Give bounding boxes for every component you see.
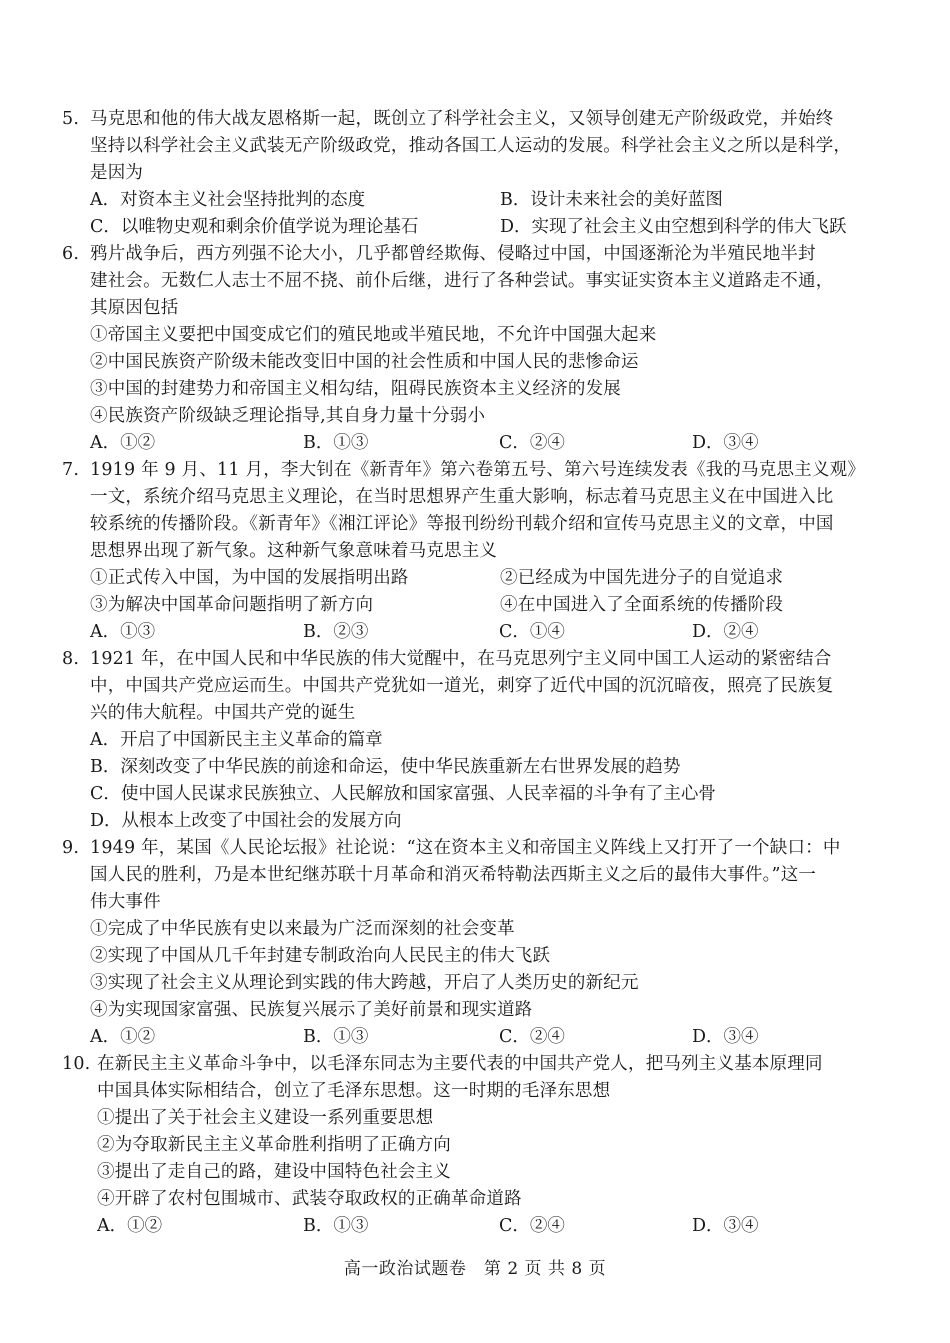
statement-item: ④开辟了农村包围城市、武装夺取政权的正确革命道路 <box>97 1189 522 1209</box>
statement-item: ②中国民族资产阶级未能改变旧中国的社会性质和中国人民的悲惨命运 <box>90 352 639 372</box>
question-stem-line: 中，中国共产党应运而生。中国共产党犹如一道光，刺穿了近代中国的沉沉暗夜，照亮了民族复 <box>90 676 834 696</box>
question-stem-line: 兴的伟大航程。中国共产党的诞生 <box>90 703 356 723</box>
option-a: A．①② <box>90 433 156 453</box>
question-number: 6. <box>62 244 80 264</box>
option-b: B．①③ <box>303 433 369 453</box>
option-b: B．②③ <box>303 622 369 642</box>
option-a: A．①③ <box>90 622 156 642</box>
statement-item: ③为解决中国革命问题指明了新方向 <box>90 595 374 615</box>
statement-item: ①提出了关于社会主义建设一系列重要思想 <box>97 1108 434 1128</box>
question-stem-line: 一文，系统介绍马克思主义理论，在当时思想界产生重大影响，标志着马克思主义在中国进入比 <box>90 487 834 507</box>
option-b: B．①③ <box>303 1027 369 1047</box>
question-stem-line: 伟大事件 <box>90 892 161 912</box>
statement-item: ③提出了走自己的路，建设中国特色社会主义 <box>97 1162 451 1182</box>
question-stem-line: 是因为 <box>90 163 144 183</box>
option-b: B．深刻改变了中华民族的前途和命运，使中华民族重新左右世界发展的趋势 <box>90 757 681 777</box>
statement-item: ③实现了社会主义从理论到实践的伟大跨越，开启了人类历史的新纪元 <box>90 973 639 993</box>
statement-item: ①完成了中华民族有史以来最为广泛而深刻的社会变革 <box>90 919 515 939</box>
option-a: A．对资本主义社会坚持批判的态度 <box>90 190 366 210</box>
statement-item: ①帝国主义要把中国变成它们的殖民地或半殖民地，不允许中国强大起来 <box>90 325 657 345</box>
question-number: 9. <box>62 838 80 858</box>
option-d: D．从根本上改变了中国社会的发展方向 <box>90 811 402 831</box>
statement-item: ①正式传入中国，为中国的发展指明出路 <box>90 568 409 588</box>
statement-item: ②已经成为中国先进分子的自觉追求 <box>500 568 784 588</box>
question-stem-line: 马克思和他的伟大战友恩格斯一起，既创立了科学社会主义，又领导创建无产阶级政党，并始终 <box>90 109 834 129</box>
question-stem-line: 建社会。无数仁人志士不屈不挠、前仆后继，进行了各种尝试。事实证实资本主义道路走不通， <box>90 271 834 291</box>
question-stem-line: 思想界出现了新气象。这种新气象意味着马克思主义 <box>90 541 498 561</box>
option-d: D．③④ <box>692 1027 759 1047</box>
page-footer: 高一政治试题卷 第 2 页 共 8 页 <box>343 1259 607 1279</box>
question-stem-line: 在新民主主义革命斗争中，以毛泽东同志为主要代表的中国共产党人，把马列主义基本原理同 <box>97 1054 823 1074</box>
question-number: 10. <box>62 1054 91 1074</box>
option-c: C．以唯物史观和剩余价值学说为理论基石 <box>90 217 419 237</box>
question-stem-line: 国人民的胜利，乃是本世纪继苏联十月革命和消灭希特勒法西斯主义之后的最伟大事件。”这一 <box>90 865 817 885</box>
question-stem-line: 1919 年 9 月、11 月，李大钊在《新青年》第六卷第五号、第六号连续发表《我的马克思主义观》 <box>90 460 865 480</box>
option-a: A．①② <box>97 1216 163 1236</box>
question-stem-line: 其原因包括 <box>90 298 179 318</box>
option-d: D．实现了社会主义由空想到科学的伟大飞跃 <box>500 217 847 237</box>
option-b: B．①③ <box>303 1216 369 1236</box>
question-stem-line: 较系统的传播阶段。《新青年》《湘江评论》等报刊纷纷刊载介绍和宣传马克思主义的文章，中国 <box>90 514 834 534</box>
option-c: C．②④ <box>499 1216 565 1236</box>
option-c: C．使中国人民谋求民族独立、人民解放和国家富强、人民幸福的斗争有了主心骨 <box>90 784 716 804</box>
question-number: 7. <box>62 460 80 480</box>
question-stem-line: 1921 年，在中国人民和中华民族的伟大觉醒中，在马克思列宁主义同中国工人运动的紧密结合 <box>90 649 832 669</box>
option-d: D．②④ <box>692 622 759 642</box>
option-c: C．②④ <box>499 433 565 453</box>
statement-item: ②实现了中国从几千年封建专制政治向人民民主的伟大飞跃 <box>90 946 551 966</box>
question-stem-line: 1949 年，某国《人民论坛报》社论说：“这在资本主义和帝国主义阵线上又打开了一个缺口：中 <box>90 838 841 858</box>
statement-item: ③中国的封建势力和帝国主义相勾结，阻碍民族资本主义经济的发展 <box>90 379 621 399</box>
statement-item: ④在中国进入了全面系统的传播阶段 <box>500 595 784 615</box>
question-stem-line: 中国具体实际相结合，创立了毛泽东思想。这一时期的毛泽东思想 <box>97 1081 611 1101</box>
option-d: D．③④ <box>692 1216 759 1236</box>
option-c: C．②④ <box>499 1027 565 1047</box>
option-d: D．③④ <box>692 433 759 453</box>
question-stem-line: 鸦片战争后，西方列强不论大小，几乎都曾经欺侮、侵略过中国，中国逐渐沦为半殖民地半封 <box>90 244 816 264</box>
question-number: 8. <box>62 649 80 669</box>
option-b: B．设计未来社会的美好蓝图 <box>500 190 723 210</box>
option-a: A．①② <box>90 1027 156 1047</box>
option-c: C．①④ <box>499 622 565 642</box>
statement-item: ②为夺取新民主主义革命胜利指明了正确方向 <box>97 1135 451 1155</box>
question-number: 5. <box>62 109 80 129</box>
question-stem-line: 坚持以科学社会主义武装无产阶级政党，推动各国工人运动的发展。科学社会主义之所以是科学， <box>90 136 852 156</box>
statement-item: ④民族资产阶级缺乏理论指导,其自身力量十分弱小 <box>90 406 486 426</box>
statement-item: ④为实现国家富强、民族复兴展示了美好前景和现实道路 <box>90 1000 533 1020</box>
option-a: A．开启了中国新民主主义革命的篇章 <box>90 730 383 750</box>
